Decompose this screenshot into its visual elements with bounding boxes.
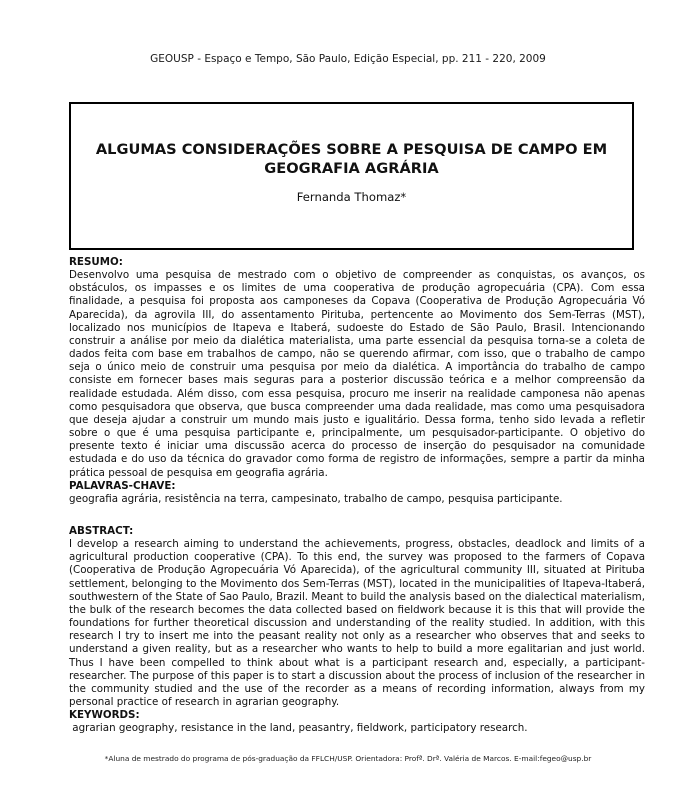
title-line-2: GEOGRAFIA AGRÁRIA	[264, 160, 439, 177]
abstract-heading: ABSTRACT:	[69, 525, 134, 537]
title-box	[69, 102, 634, 250]
abstract-text: I develop a research aiming to understand the achievements, progress, obstacles, deadlock and limits of a agricultural production cooperative (CPA). To this end, the survey was proposed to the farmers of Copava (Cooperativa de Produção Agropecuária Vó Aparecida), of the agricultural community III, situated at Pirituba settlement, belonging to the Movimento dos Sem-Terras (MST), located in the municipalities of Itapeva-Itaberá, southwestern of the State of Sao Paulo, Brazil. Meant to build the analysis based on the dialectical materialism, the bulk of the research becomes the data collected based on fieldwork because it is this that will provide the foundations for further theoretical discussion and understanding of the reality studied. In addition, with this research I try to insert me into the peasant reality not only as a researcher who observes that and seeks to understand a given reality, but as a researcher who wants to help to build a more egalitarian and just world. Thus I have been compelled to think about what is a participant research and, especially, a participant-researcher. The purpose of this paper is to start a discussion about the process of inclusion of the researcher in the community studied and the use of the recorder as a means of recording information, always from my personal practice of research in agrarian geography.	[69, 538, 645, 709]
palavras-chave-heading: PALAVRAS-CHAVE:	[69, 479, 176, 492]
abstract-section	[69, 525, 645, 736]
resumo-heading: RESUMO:	[69, 256, 123, 268]
title-line-1: ALGUMAS CONSIDERAÇÕES SOBRE A PESQUISA DE CAMPO EM	[95, 141, 608, 158]
journal-citation: GEOUSP - Espaço e Tempo, São Paulo, Edição Especial, pp. 211 - 220, 2009	[150, 53, 546, 65]
author-name: Fernanda Thomaz*	[296, 190, 407, 204]
author-footnote: *Aluna de mestrado do programa de pós-graduação da FFLCH/USP. Orientadora: Profª. Drª. Valéria de Marcos. E-mail:fegeo@usp.br	[104, 754, 592, 763]
palavras-chave-text: geografia agrária, resistência na terra, campesinato, trabalho de campo, pesquisa participante.	[69, 492, 563, 505]
article-title	[71, 140, 632, 178]
keywords-heading: KEYWORDS:	[69, 709, 140, 722]
keywords-text: agrarian geography, resistance in the land, peasantry, fieldwork, participatory research.	[69, 722, 528, 735]
resumo-text: Desenvolvo uma pesquisa de mestrado com o objetivo de compreender as conquistas, os avanços, os obstáculos, os impasses e os limites de uma cooperativa de produção agropecuária (CPA). Com essa finalidade, a pesquisa foi proposta aos camponeses da Copava (Cooperativa de Produção Agropecuária Vó Aparecida), da agrovila III, do assentamento Pirituba, pertencente ao Movimento dos Sem-Terras (MST), localizado nos municípios de Itapeva e Itaberá, sudoeste do Estado de São Paulo, Brasil. Intencionando construir a análise por meio da dialética materialista, uma parte essencial da pesquisa torna-se a coleta de dados feita com base em trabalhos de campo, não se querendo afirmar, com isso, que o trabalho de campo seja o único meio de construir uma pesquisa por meio da dialética. A importância do trabalho de campo consiste em fornecer bases mais seguras para a posterior discussão teórica e a melhor compreensão da realidade estudada. Além disso, com essa pesquisa, procuro me inserir na realidade camponesa não apenas como pesquisadora que observa, que busca compreender uma dada realidade, mas como uma pesquisadora que deseja ajudar a construir um mundo mais justo e igualitário. Dessa forma, tenho sido levada a refletir sobre o que é uma pesquisa participante e, principalmente, um pesquisador-participante. O objetivo do presente texto é iniciar uma discussão acerca do processo de inserção do pesquisador na comunidade estudada e do uso da técnica do gravador como forma de registro de informações, sempre a partir da minha prática pessoal de pesquisa em geografia agrária.	[69, 269, 645, 479]
resumo-section	[69, 256, 645, 506]
